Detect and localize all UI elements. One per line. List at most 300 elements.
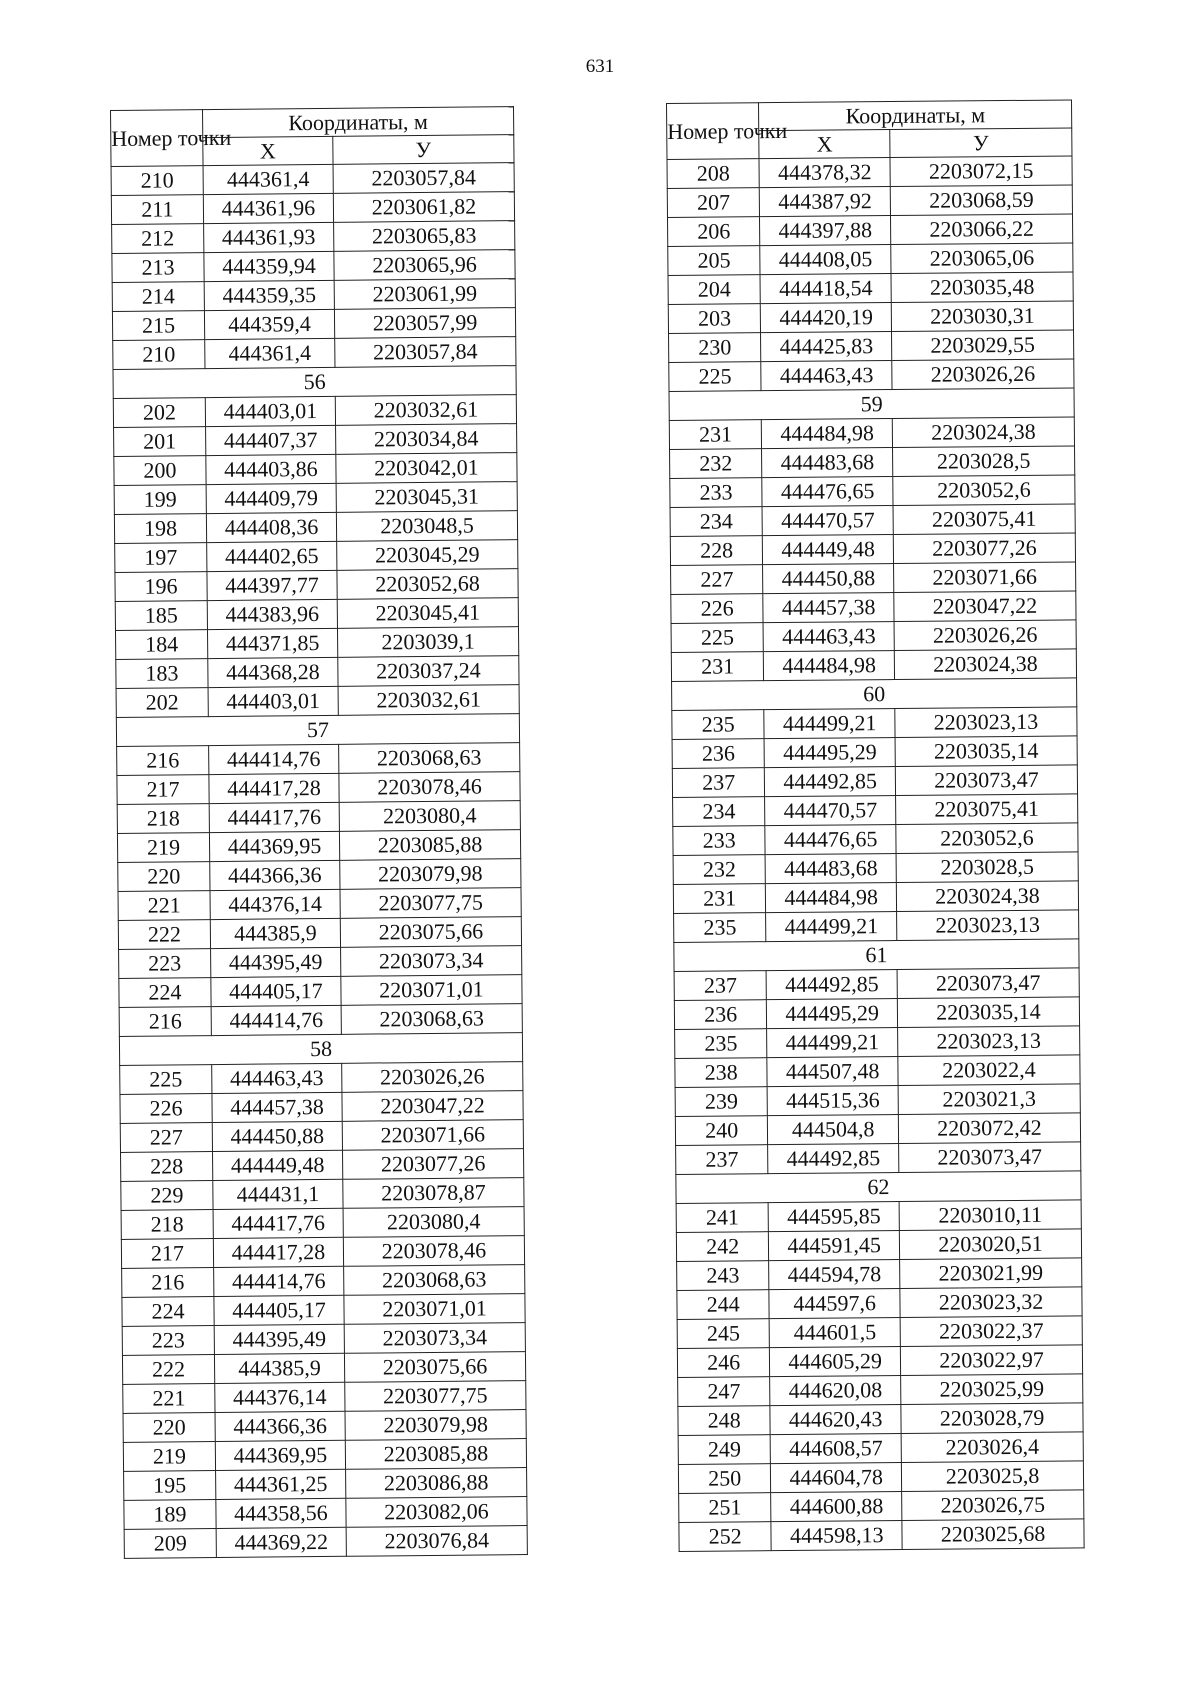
x-coordinate-cell: 444361,25 bbox=[216, 1469, 346, 1499]
y-coordinate-cell: 2203061,82 bbox=[333, 192, 514, 223]
table-row bbox=[122, 1265, 525, 1298]
point-number-cell: 250 bbox=[678, 1464, 771, 1494]
table-row bbox=[123, 1381, 526, 1414]
point-number-cell: 244 bbox=[677, 1290, 770, 1320]
section-number: 61 bbox=[674, 939, 1079, 972]
table-row bbox=[668, 301, 1073, 334]
x-coordinate-cell: 444385,9 bbox=[210, 918, 340, 948]
point-number-cell: 223 bbox=[119, 949, 211, 979]
section-number: 59 bbox=[669, 388, 1074, 421]
section-row bbox=[669, 388, 1074, 421]
x-coordinate-cell: 444378,32 bbox=[759, 158, 890, 188]
table-row bbox=[672, 765, 1077, 798]
table-row bbox=[677, 1316, 1082, 1349]
point-number-cell: 215 bbox=[112, 311, 204, 341]
point-number-cell: 224 bbox=[119, 978, 211, 1008]
x-coordinate-cell: 444403,86 bbox=[206, 454, 336, 484]
x-coordinate-cell: 444361,93 bbox=[204, 222, 334, 252]
y-coordinate-cell: 2203068,63 bbox=[341, 1004, 522, 1035]
table-row bbox=[677, 1258, 1082, 1291]
x-coordinate-cell: 444417,28 bbox=[209, 773, 339, 803]
table-row bbox=[120, 1062, 523, 1095]
table-row bbox=[676, 1200, 1081, 1233]
point-number-cell: 225 bbox=[671, 623, 764, 653]
point-number-cell: 200 bbox=[114, 456, 206, 486]
point-number-cell: 218 bbox=[121, 1210, 213, 1240]
point-number-cell: 241 bbox=[676, 1203, 769, 1233]
x-coordinate-cell: 444405,17 bbox=[214, 1295, 344, 1325]
y-coordinate-cell: 2203035,14 bbox=[897, 997, 1079, 1028]
y-column-header: У bbox=[890, 128, 1072, 158]
x-coordinate-cell: 444361,4 bbox=[203, 164, 333, 194]
table-row bbox=[679, 1490, 1084, 1523]
x-coordinate-cell: 444376,14 bbox=[210, 889, 340, 919]
table-row bbox=[114, 482, 517, 515]
x-coordinate-cell: 444368,28 bbox=[208, 657, 338, 687]
x-coordinate-cell: 444395,49 bbox=[211, 947, 341, 977]
point-number-cell: 248 bbox=[678, 1406, 771, 1436]
point-number-cell: 207 bbox=[667, 188, 760, 218]
table-row bbox=[111, 192, 514, 225]
y-coordinate-cell: 2203071,66 bbox=[894, 562, 1076, 593]
table-row bbox=[668, 272, 1073, 305]
point-number-cell: 239 bbox=[675, 1087, 768, 1117]
coordinates-header: Координаты, м bbox=[203, 107, 514, 138]
coordinates-table-right bbox=[666, 99, 1085, 1551]
point-number-cell: 216 bbox=[122, 1268, 214, 1298]
y-coordinate-cell: 2203057,84 bbox=[335, 337, 516, 368]
y-coordinate-cell: 2203080,4 bbox=[343, 1207, 524, 1238]
y-coordinate-cell: 2203075,66 bbox=[344, 1352, 525, 1383]
table-row bbox=[114, 511, 517, 544]
table-row bbox=[676, 1229, 1081, 1262]
table-row bbox=[670, 504, 1075, 537]
section-number: 60 bbox=[672, 678, 1077, 711]
point-number-cell: 221 bbox=[118, 891, 210, 921]
x-coordinate-cell: 444414,76 bbox=[211, 1005, 341, 1035]
table-row bbox=[673, 823, 1078, 856]
x-coordinate-cell: 444418,54 bbox=[760, 274, 891, 304]
x-coordinate-cell: 444515,36 bbox=[768, 1086, 899, 1116]
coordinates-header: Координаты, м bbox=[759, 100, 1072, 131]
y-coordinate-cell: 2203039,1 bbox=[337, 627, 518, 658]
x-coordinate-cell: 444450,88 bbox=[763, 564, 894, 594]
point-number-cell: 196 bbox=[115, 572, 207, 602]
table-row bbox=[115, 627, 518, 660]
table-row bbox=[117, 830, 520, 863]
table-row bbox=[112, 308, 515, 341]
point-number-cell: 217 bbox=[121, 1239, 213, 1269]
y-coordinate-cell: 2203073,47 bbox=[895, 765, 1077, 796]
point-number-cell: 214 bbox=[112, 282, 204, 312]
point-number-cell: 195 bbox=[124, 1471, 216, 1501]
y-coordinate-cell: 2203028,5 bbox=[896, 852, 1078, 883]
point-number-cell: 219 bbox=[123, 1442, 215, 1472]
point-number-cell: 252 bbox=[679, 1522, 772, 1552]
x-coordinate-cell: 444383,96 bbox=[207, 599, 337, 629]
point-number-cell: 225 bbox=[669, 362, 762, 392]
y-coordinate-cell: 2203010,11 bbox=[899, 1200, 1081, 1231]
point-number-cell: 231 bbox=[673, 884, 766, 914]
point-number-cell: 203 bbox=[668, 304, 761, 334]
coordinates-table-left bbox=[110, 106, 528, 1559]
x-coordinate-cell: 444407,37 bbox=[206, 425, 336, 455]
point-number-cell: 236 bbox=[674, 1000, 767, 1030]
y-coordinate-cell: 2203032,61 bbox=[335, 395, 516, 426]
table-row bbox=[672, 707, 1077, 740]
point-number-cell: 202 bbox=[113, 398, 205, 428]
x-coordinate-cell: 444484,98 bbox=[766, 883, 897, 913]
y-coordinate-cell: 2203077,26 bbox=[342, 1149, 523, 1180]
x-coordinate-cell: 444463,43 bbox=[212, 1063, 342, 1093]
point-number-cell: 226 bbox=[671, 594, 764, 624]
y-coordinate-cell: 2203068,59 bbox=[890, 185, 1072, 216]
table-row bbox=[677, 1287, 1082, 1320]
point-number-cell: 183 bbox=[116, 659, 208, 689]
point-number-cell: 246 bbox=[677, 1348, 770, 1378]
x-coordinate-cell: 444492,85 bbox=[767, 970, 898, 1000]
point-number-cell: 251 bbox=[679, 1493, 772, 1523]
y-coordinate-cell: 2203029,55 bbox=[892, 330, 1074, 361]
x-coordinate-cell: 444591,45 bbox=[769, 1231, 900, 1261]
point-number-cell: 232 bbox=[670, 449, 763, 479]
table-row bbox=[671, 591, 1076, 624]
section-row bbox=[672, 678, 1077, 711]
point-number-cell: 235 bbox=[672, 710, 765, 740]
point-number-cell: 237 bbox=[674, 971, 767, 1001]
x-coordinate-cell: 444395,49 bbox=[214, 1324, 344, 1354]
table-row bbox=[124, 1468, 527, 1501]
table-row bbox=[112, 279, 515, 312]
x-coordinate-cell: 444369,22 bbox=[216, 1527, 346, 1557]
table-row bbox=[667, 156, 1072, 189]
table-row bbox=[117, 743, 520, 776]
table-row bbox=[667, 214, 1072, 247]
y-coordinate-cell: 2203073,34 bbox=[341, 946, 522, 977]
section-number: 56 bbox=[113, 366, 516, 399]
y-coordinate-cell: 2203078,87 bbox=[343, 1178, 524, 1209]
point-number-cell: 222 bbox=[118, 920, 210, 950]
x-coordinate-cell: 444376,14 bbox=[215, 1382, 345, 1412]
x-coordinate-cell: 444507,48 bbox=[767, 1057, 898, 1087]
y-coordinate-cell: 2203021,3 bbox=[898, 1084, 1080, 1115]
y-coordinate-cell: 2203024,38 bbox=[894, 649, 1076, 680]
y-coordinate-cell: 2203065,96 bbox=[334, 250, 515, 281]
y-coordinate-cell: 2203079,98 bbox=[340, 859, 521, 890]
x-coordinate-cell: 444417,76 bbox=[209, 802, 339, 832]
y-coordinate-cell: 2203073,47 bbox=[899, 1142, 1081, 1173]
y-coordinate-cell: 2203061,99 bbox=[334, 279, 515, 310]
point-number-cell: 208 bbox=[667, 159, 760, 189]
point-number-cell: 233 bbox=[670, 478, 763, 508]
x-coordinate-cell: 444457,38 bbox=[212, 1092, 342, 1122]
section-number: 62 bbox=[676, 1171, 1081, 1204]
section-row bbox=[113, 366, 516, 399]
x-coordinate-cell: 444408,05 bbox=[760, 245, 891, 275]
x-coordinate-cell: 444476,65 bbox=[762, 477, 893, 507]
point-number-cell: 206 bbox=[667, 217, 760, 247]
y-coordinate-cell: 2203024,38 bbox=[892, 417, 1074, 448]
table-row bbox=[673, 852, 1078, 885]
table-row bbox=[119, 975, 522, 1008]
y-coordinate-cell: 2203077,75 bbox=[345, 1381, 526, 1412]
y-coordinate-cell: 2203026,26 bbox=[894, 620, 1076, 651]
y-coordinate-cell: 2203025,68 bbox=[902, 1519, 1084, 1550]
point-number-cell: 227 bbox=[120, 1123, 212, 1153]
point-number-cell: 237 bbox=[672, 768, 765, 798]
point-number-cell: 247 bbox=[678, 1377, 771, 1407]
y-coordinate-cell: 2203045,41 bbox=[337, 598, 518, 629]
section-row bbox=[119, 1033, 522, 1066]
table-row bbox=[668, 243, 1073, 276]
table-row bbox=[119, 1004, 522, 1037]
x-coordinate-cell: 444492,85 bbox=[768, 1144, 899, 1174]
y-coordinate-cell: 2203057,84 bbox=[333, 163, 514, 194]
table-row bbox=[671, 649, 1076, 682]
point-number-cell: 234 bbox=[673, 797, 766, 827]
table-row bbox=[675, 1084, 1080, 1117]
point-number-cell: 235 bbox=[675, 1029, 768, 1059]
x-coordinate-cell: 444595,85 bbox=[769, 1202, 900, 1232]
x-coordinate-cell: 444620,43 bbox=[770, 1404, 901, 1434]
y-coordinate-cell: 2203024,38 bbox=[896, 881, 1078, 912]
x-coordinate-cell: 444483,68 bbox=[766, 854, 897, 884]
table-row bbox=[122, 1294, 525, 1327]
point-number-cell: 237 bbox=[676, 1145, 769, 1175]
point-number-cell: 225 bbox=[120, 1065, 212, 1095]
table-row bbox=[120, 1091, 523, 1124]
x-coordinate-cell: 444397,88 bbox=[760, 216, 891, 246]
table-row bbox=[670, 446, 1075, 479]
y-coordinate-cell: 2203065,83 bbox=[334, 221, 515, 252]
x-coordinate-cell: 444608,57 bbox=[771, 1433, 902, 1463]
y-coordinate-cell: 2203075,41 bbox=[896, 794, 1078, 825]
x-coordinate-cell: 444597,6 bbox=[769, 1289, 900, 1319]
x-coordinate-cell: 444499,21 bbox=[766, 912, 897, 942]
x-coordinate-cell: 444414,76 bbox=[214, 1266, 344, 1296]
x-coordinate-cell: 444369,95 bbox=[215, 1440, 345, 1470]
table-row bbox=[113, 395, 516, 428]
y-coordinate-cell: 2203045,29 bbox=[337, 540, 518, 571]
point-number-cell: 238 bbox=[675, 1058, 768, 1088]
section-row bbox=[674, 939, 1079, 972]
y-coordinate-cell: 2203085,88 bbox=[345, 1439, 526, 1470]
point-number-cell: 228 bbox=[121, 1152, 213, 1182]
y-coordinate-cell: 2203071,66 bbox=[342, 1120, 523, 1151]
x-coordinate-cell: 444463,43 bbox=[763, 622, 894, 652]
point-number-cell: 231 bbox=[669, 420, 762, 450]
x-coordinate-cell: 444470,57 bbox=[762, 506, 893, 536]
table-row bbox=[676, 1142, 1081, 1175]
table-row bbox=[672, 736, 1077, 769]
x-coordinate-cell: 444420,19 bbox=[761, 303, 892, 333]
point-number-cell: 211 bbox=[111, 195, 203, 225]
table-row bbox=[678, 1403, 1083, 1436]
table-row bbox=[121, 1149, 524, 1182]
point-number-cell: 234 bbox=[670, 507, 763, 537]
x-coordinate-cell: 444495,29 bbox=[764, 738, 895, 768]
table-row bbox=[122, 1352, 525, 1385]
section-row bbox=[676, 1171, 1081, 1204]
table-row bbox=[678, 1374, 1083, 1407]
table-row bbox=[122, 1323, 525, 1356]
y-coordinate-cell: 2203026,4 bbox=[901, 1432, 1083, 1463]
x-coordinate-cell: 444408,36 bbox=[206, 512, 336, 542]
point-number-cell: 222 bbox=[122, 1355, 214, 1385]
point-number-cell: 217 bbox=[117, 775, 209, 805]
x-coordinate-cell: 444470,57 bbox=[765, 796, 896, 826]
point-number-cell: 220 bbox=[123, 1413, 215, 1443]
x-coordinate-cell: 444620,08 bbox=[770, 1376, 901, 1406]
x-coordinate-cell: 444361,4 bbox=[205, 338, 335, 368]
x-coordinate-cell: 444359,35 bbox=[204, 280, 334, 310]
x-coordinate-cell: 444403,01 bbox=[205, 396, 335, 426]
y-coordinate-cell: 2203065,06 bbox=[891, 243, 1073, 274]
y-coordinate-cell: 2203078,46 bbox=[339, 772, 520, 803]
y-coordinate-cell: 2203028,79 bbox=[901, 1403, 1083, 1434]
table-row bbox=[115, 569, 518, 602]
y-coordinate-cell: 2203075,66 bbox=[340, 917, 521, 948]
point-number-cell: 210 bbox=[113, 340, 205, 370]
point-number-header: Номер точки bbox=[111, 110, 204, 167]
x-coordinate-cell: 444476,65 bbox=[765, 825, 896, 855]
page-number: 631 bbox=[585, 56, 615, 77]
table-row bbox=[678, 1461, 1083, 1494]
y-coordinate-cell: 2203072,42 bbox=[898, 1113, 1080, 1144]
y-coordinate-cell: 2203025,8 bbox=[901, 1461, 1083, 1492]
y-coordinate-cell: 2203045,31 bbox=[336, 482, 517, 513]
y-coordinate-cell: 2203028,5 bbox=[893, 446, 1075, 477]
point-number-cell: 224 bbox=[122, 1297, 214, 1327]
x-coordinate-cell: 444361,96 bbox=[203, 193, 333, 223]
point-number-cell: 228 bbox=[670, 536, 763, 566]
point-number-cell: 220 bbox=[118, 862, 210, 892]
x-coordinate-cell: 444499,21 bbox=[764, 709, 895, 739]
x-coordinate-cell: 444387,92 bbox=[760, 187, 891, 217]
point-number-cell: 201 bbox=[114, 427, 206, 457]
table-row bbox=[115, 598, 518, 631]
y-coordinate-cell: 2203026,26 bbox=[342, 1062, 523, 1093]
x-coordinate-cell: 444366,36 bbox=[215, 1411, 345, 1441]
y-coordinate-cell: 2203052,6 bbox=[893, 475, 1075, 506]
table-row bbox=[675, 1026, 1080, 1059]
y-coordinate-cell: 2203082,06 bbox=[346, 1497, 527, 1528]
table-row bbox=[119, 946, 522, 979]
y-coordinate-cell: 2203073,47 bbox=[897, 968, 1079, 999]
x-coordinate-cell: 444403,01 bbox=[208, 686, 338, 716]
y-coordinate-cell: 2203085,88 bbox=[339, 830, 520, 861]
table-row bbox=[113, 337, 516, 370]
y-coordinate-cell: 2203047,22 bbox=[342, 1091, 523, 1122]
x-coordinate-cell: 444417,76 bbox=[213, 1208, 343, 1238]
point-number-cell: 213 bbox=[112, 253, 204, 283]
x-coordinate-cell: 444495,29 bbox=[767, 999, 898, 1029]
x-coordinate-cell: 444604,78 bbox=[771, 1462, 902, 1492]
table-row bbox=[118, 859, 521, 892]
y-coordinate-cell: 2203023,32 bbox=[900, 1287, 1082, 1318]
point-number-cell: 242 bbox=[676, 1232, 769, 1262]
y-coordinate-cell: 2203022,4 bbox=[898, 1055, 1080, 1086]
table-row bbox=[679, 1519, 1084, 1552]
table-row bbox=[673, 794, 1078, 827]
y-coordinate-cell: 2203077,75 bbox=[340, 888, 521, 919]
x-coordinate-cell: 444359,94 bbox=[204, 251, 334, 281]
table-row bbox=[670, 475, 1075, 508]
table-row bbox=[678, 1432, 1083, 1465]
x-coordinate-cell: 444598,13 bbox=[771, 1520, 902, 1550]
table-row bbox=[120, 1120, 523, 1153]
x-coordinate-cell: 444499,21 bbox=[767, 1028, 898, 1058]
y-coordinate-cell: 2203075,41 bbox=[893, 504, 1075, 535]
point-number-cell: 249 bbox=[678, 1435, 771, 1465]
point-number-cell: 184 bbox=[115, 630, 207, 660]
x-column-header: Х bbox=[203, 136, 333, 165]
y-coordinate-cell: 2203035,48 bbox=[891, 272, 1073, 303]
x-coordinate-cell: 444402,65 bbox=[207, 541, 337, 571]
y-coordinate-cell: 2203068,63 bbox=[339, 743, 520, 774]
y-coordinate-cell: 2203076,84 bbox=[346, 1526, 527, 1557]
point-number-cell: 216 bbox=[117, 746, 209, 776]
x-coordinate-cell: 444450,88 bbox=[212, 1121, 342, 1151]
x-coordinate-cell: 444601,5 bbox=[770, 1318, 901, 1348]
table-row bbox=[123, 1410, 526, 1443]
y-coordinate-cell: 2203035,14 bbox=[895, 736, 1077, 767]
table-row bbox=[669, 417, 1074, 450]
y-coordinate-cell: 2203034,84 bbox=[336, 424, 517, 455]
y-coordinate-cell: 2203066,22 bbox=[891, 214, 1073, 245]
x-coordinate-cell: 444405,17 bbox=[211, 976, 341, 1006]
table-row bbox=[114, 424, 517, 457]
point-number-cell: 232 bbox=[673, 855, 766, 885]
x-coordinate-cell: 444417,28 bbox=[213, 1237, 343, 1267]
x-coordinate-cell: 444483,68 bbox=[762, 448, 893, 478]
y-coordinate-cell: 2203020,51 bbox=[899, 1229, 1081, 1260]
point-number-cell: 216 bbox=[119, 1007, 211, 1037]
y-coordinate-cell: 2203021,99 bbox=[900, 1258, 1082, 1289]
point-number-cell: 235 bbox=[674, 913, 767, 943]
x-coordinate-cell: 444449,48 bbox=[763, 535, 894, 565]
table-row bbox=[121, 1236, 524, 1269]
x-coordinate-cell: 444449,48 bbox=[213, 1150, 343, 1180]
table-row bbox=[116, 685, 519, 718]
y-coordinate-cell: 2203022,37 bbox=[900, 1316, 1082, 1347]
x-coordinate-cell: 444484,98 bbox=[764, 651, 895, 681]
x-coordinate-cell: 444414,76 bbox=[209, 744, 339, 774]
table-row bbox=[674, 910, 1079, 943]
y-coordinate-cell: 2203086,88 bbox=[346, 1468, 527, 1499]
x-coordinate-cell: 444431,1 bbox=[213, 1179, 343, 1209]
point-number-cell: 221 bbox=[123, 1384, 215, 1414]
y-coordinate-cell: 2203052,6 bbox=[896, 823, 1078, 854]
x-coordinate-cell: 444359,4 bbox=[204, 309, 334, 339]
table-row bbox=[670, 533, 1075, 566]
y-coordinate-cell: 2203032,61 bbox=[338, 685, 519, 716]
point-number-cell: 227 bbox=[671, 565, 764, 595]
y-coordinate-cell: 2203023,13 bbox=[897, 910, 1079, 941]
table-row bbox=[673, 881, 1078, 914]
point-number-cell: 202 bbox=[116, 688, 208, 718]
point-number-cell: 185 bbox=[115, 601, 207, 631]
y-coordinate-cell: 2203080,4 bbox=[339, 801, 520, 832]
y-column-header: У bbox=[333, 135, 514, 165]
point-number-cell: 197 bbox=[115, 543, 207, 573]
point-number-cell: 230 bbox=[669, 333, 762, 363]
table-row bbox=[674, 997, 1079, 1030]
table-row bbox=[114, 453, 517, 486]
section-number: 57 bbox=[116, 714, 519, 747]
y-coordinate-cell: 2203071,01 bbox=[344, 1294, 525, 1325]
x-coordinate-cell: 444463,43 bbox=[761, 361, 892, 391]
